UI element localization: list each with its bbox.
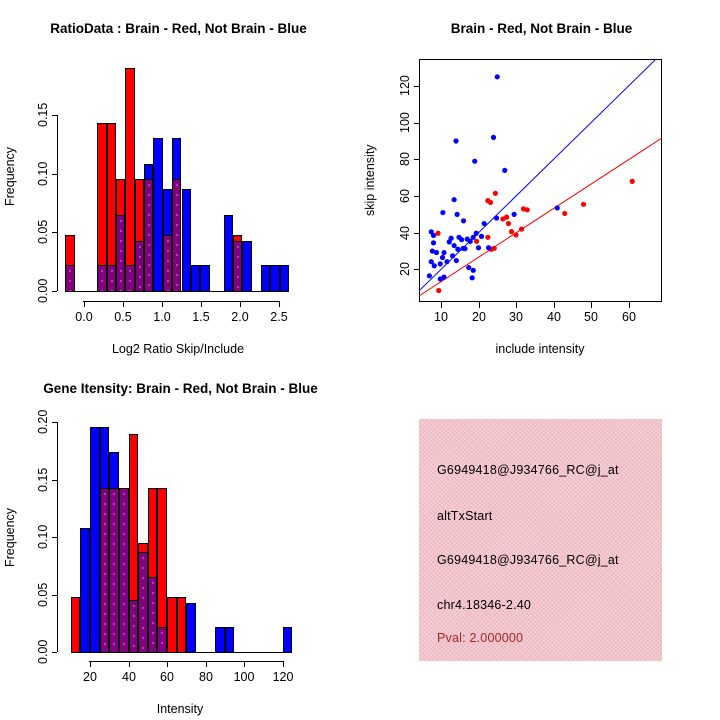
not-brain-blue-scatter-point: [440, 210, 445, 215]
not-brain-blue-scatter-point: [495, 74, 500, 79]
event-type-line: altTxStart: [437, 509, 493, 523]
plot-border-box: [420, 60, 662, 302]
histogram-bar-red-segment: [138, 543, 148, 553]
x-axis-tick: [240, 301, 241, 307]
x-axis-tick: [629, 302, 630, 308]
brain-red-scatter-point: [509, 229, 514, 234]
histogram-bar-overlap-segment: [125, 265, 134, 292]
histogram-bar-blue-segment: [200, 265, 209, 292]
histogram-bar-overlap-segment: [144, 179, 153, 292]
y-axis-tick: [52, 115, 57, 116]
not-brain-blue-scatter-point: [447, 239, 452, 244]
brain-red-scatter-point: [493, 191, 498, 196]
histogram-bar-overlap-segment: [148, 577, 158, 653]
blue-regression-line: [419, 59, 662, 291]
histogram-bar-overlap-segment: [116, 215, 125, 292]
histogram-bar-red-segment: [233, 235, 242, 242]
y-tick-label: 0.00: [36, 639, 50, 665]
gene-histogram-y-axis-title: Frequency: [3, 507, 17, 567]
y-axis-tick: [52, 537, 57, 538]
x-tick-label: 20: [83, 670, 97, 684]
y-axis-tick: [52, 480, 57, 481]
brain-red-scatter-point: [630, 179, 635, 184]
x-axis-tick: [441, 302, 442, 308]
histogram-bar-overlap-segment: [157, 627, 167, 653]
histogram-bar-red-segment: [97, 123, 106, 266]
not-brain-blue-scatter-point: [471, 268, 476, 273]
not-brain-blue-scatter-point: [444, 259, 449, 264]
x-axis-tick: [162, 301, 163, 307]
gene-intensity-histogram-panel: [0, 360, 360, 720]
histogram-bar-blue-segment: [224, 215, 233, 292]
y-axis-tick: [52, 174, 57, 175]
x-axis-tick: [479, 302, 480, 308]
not-brain-blue-scatter-point: [459, 237, 464, 242]
brain-red-scatter-point: [506, 221, 511, 226]
not-brain-blue-scatter-point: [482, 221, 487, 226]
x-tick-label: 2.0: [231, 310, 249, 324]
y-axis-tick: [52, 291, 57, 292]
histogram-bar-blue-segment: [172, 138, 181, 180]
histogram-bar-red-segment: [148, 488, 158, 579]
brain-red-scatter-point: [562, 211, 567, 216]
histogram-bar-blue-segment: [283, 627, 293, 653]
not-brain-blue-scatter-point: [455, 247, 460, 252]
y-axis-tick: [52, 232, 57, 233]
x-axis-tick: [167, 661, 168, 667]
y-axis-tick: [52, 595, 57, 596]
y-tick-label: 0.10: [36, 161, 50, 187]
x-axis-tick: [554, 302, 555, 308]
histogram-bar-red-segment: [177, 597, 187, 653]
histogram-bar-red-segment: [167, 597, 177, 653]
x-tick-label: 60: [160, 670, 174, 684]
not-brain-blue-scatter-point: [479, 234, 484, 239]
gene-histogram-x-axis-title: Intensity: [156, 702, 204, 716]
histogram-bar-overlap-segment: [65, 265, 74, 292]
brain-red-scatter-point: [435, 231, 440, 236]
y-axis-line: [57, 115, 58, 291]
y-tick-label: 60: [398, 189, 412, 203]
not-brain-blue-scatter-point: [431, 233, 436, 238]
x-axis-tick: [206, 661, 207, 667]
brain-red-scatter-point: [474, 239, 479, 244]
x-axis-line: [83, 301, 280, 302]
brain-red-scatter-point: [519, 226, 524, 231]
locus-line: chr4.18346-2.40: [437, 598, 532, 612]
histogram-bar-overlap-segment: [119, 488, 129, 653]
y-tick-label: 0.10: [36, 524, 50, 550]
histogram-bar-blue-segment: [215, 627, 225, 653]
brain-red-scatter-point: [436, 288, 441, 293]
scatter-title: Brain - Red, Not Brain - Blue: [450, 21, 633, 36]
not-brain-blue-scatter-point: [555, 205, 560, 210]
x-tick-label: 20: [472, 310, 486, 324]
histogram-bar-blue-segment: [261, 265, 270, 292]
not-brain-blue-scatter-point: [470, 275, 475, 280]
x-axis-tick: [84, 301, 85, 307]
gene-info-box: [419, 419, 662, 661]
histogram-bar-overlap-segment: [135, 241, 144, 292]
x-axis-tick: [516, 302, 517, 308]
not-brain-blue-scatter-point: [452, 243, 457, 248]
not-brain-blue-scatter-point: [474, 231, 479, 236]
brain-red-scatter-point: [500, 216, 505, 221]
histogram-bar-blue-segment: [191, 265, 200, 292]
histogram-bar-red-segment: [129, 434, 139, 602]
histogram-bar-overlap-segment: [138, 552, 148, 653]
not-brain-blue-scatter-point: [466, 265, 471, 270]
histogram-bar-blue-segment: [109, 452, 119, 489]
histogram-bar-blue-segment: [242, 241, 251, 292]
x-axis-tick: [279, 301, 280, 307]
ratio-histogram-title: RatioData : Brain - Red, Not Brain - Blue: [50, 21, 307, 36]
histogram-bar-red-segment: [71, 597, 81, 653]
x-tick-label: 40: [547, 310, 561, 324]
histogram-bar-overlap-segment: [107, 265, 116, 292]
histogram-bar-red-segment: [116, 179, 125, 215]
scatter-plot-area: [419, 59, 662, 302]
not-brain-blue-scatter-point: [476, 245, 481, 250]
x-tick-label: 60: [622, 310, 636, 324]
not-brain-blue-scatter-point: [450, 253, 455, 258]
x-tick-label: 1.5: [192, 310, 210, 324]
histogram-bar-red-segment: [135, 179, 144, 241]
histogram-bar-blue-segment: [280, 265, 289, 292]
not-brain-blue-scatter-point: [494, 215, 499, 220]
brain-red-scatter-point: [492, 246, 497, 251]
histogram-bar-red-segment: [157, 488, 167, 628]
y-tick-label: 0.20: [36, 409, 50, 435]
x-axis-tick: [90, 661, 91, 667]
brain-red-scatter-point: [488, 200, 493, 205]
y-axis-tick: [52, 652, 57, 653]
histogram-bar-overlap-segment: [163, 235, 172, 292]
x-tick-label: 2.5: [270, 310, 288, 324]
x-axis-tick: [591, 302, 592, 308]
x-axis-line: [89, 661, 284, 662]
scatter-x-axis-title: include intensity: [495, 342, 585, 356]
x-tick-label: 10: [434, 310, 448, 324]
x-tick-label: 1.0: [153, 310, 171, 324]
not-brain-blue-scatter-point: [454, 258, 459, 263]
y-axis-tick: [52, 422, 57, 423]
pval-line: Pval: 2.000000: [437, 631, 524, 645]
histogram-bar-blue-segment: [270, 265, 279, 292]
ratio-histogram-y-axis-title: Frequency: [3, 146, 17, 206]
y-axis-line: [57, 422, 58, 652]
not-brain-blue-scatter-point: [431, 240, 436, 245]
not-brain-blue-scatter-point: [427, 273, 432, 278]
histogram-bar-overlap-segment: [172, 179, 181, 292]
y-tick-label: 0.15: [36, 467, 50, 493]
intensity-scatter-panel: [360, 0, 720, 360]
not-brain-blue-scatter-point: [491, 135, 496, 140]
histogram-bar-blue-segment: [90, 427, 100, 653]
histogram-bar-blue-segment: [163, 189, 172, 236]
x-tick-label: 120: [272, 670, 294, 684]
x-tick-label: 0.0: [75, 310, 93, 324]
scatter-y-axis-title: skip intensity: [363, 144, 377, 217]
x-axis-tick: [201, 301, 202, 307]
not-brain-blue-scatter-point: [438, 261, 443, 266]
not-brain-blue-scatter-point: [486, 245, 491, 250]
x-axis-tick: [283, 661, 284, 667]
histogram-bar-overlap-segment: [109, 488, 119, 653]
histogram-bar-blue-segment: [186, 603, 196, 653]
not-brain-blue-scatter-point: [432, 263, 437, 268]
histogram-bar-blue-segment: [225, 627, 235, 653]
histogram-bar-blue-segment: [182, 189, 191, 292]
not-brain-blue-scatter-point: [441, 275, 446, 280]
x-axis-tick: [244, 661, 245, 667]
y-tick-label: 0.00: [36, 278, 50, 304]
histogram-bar-red-segment: [107, 123, 116, 266]
x-tick-label: 30: [509, 310, 523, 324]
brain-red-scatter-point: [485, 235, 490, 240]
x-tick-label: 80: [199, 670, 213, 684]
not-brain-blue-scatter-point: [455, 212, 460, 217]
not-brain-blue-scatter-point: [512, 212, 517, 217]
histogram-bar-blue-segment: [80, 528, 90, 653]
probe-id-line-2: G6949418@J934766_RC@j_at: [437, 553, 619, 567]
y-tick-label: 0.05: [36, 219, 50, 245]
ratio-histogram-panel: [0, 0, 360, 360]
histogram-bar-blue-segment: [153, 138, 162, 292]
y-tick-label: 20: [398, 262, 412, 276]
brain-red-scatter-point: [521, 206, 526, 211]
brain-red-scatter-point: [513, 232, 518, 237]
probe-id-line: G6949418@J934766_RC@j_at: [437, 463, 619, 477]
gene-info-panel: [360, 360, 720, 720]
y-tick-label: 100: [398, 112, 412, 134]
y-tick-label: 40: [398, 226, 412, 240]
y-tick-label: 0.15: [36, 102, 50, 128]
not-brain-blue-scatter-point: [452, 197, 457, 202]
x-axis-tick: [129, 661, 130, 667]
not-brain-blue-scatter-point: [472, 159, 477, 164]
not-brain-blue-scatter-point: [441, 250, 446, 255]
gene-histogram-title: Gene Itensity: Brain - Red, Not Brain - Blue: [43, 381, 318, 396]
histogram-bar-overlap-segment: [233, 241, 242, 292]
x-tick-label: 50: [584, 310, 598, 324]
histogram-bar-red-segment: [65, 235, 74, 267]
ratio-histogram-x-axis-title: Log2 Ratio Skip/Include: [111, 342, 245, 356]
not-brain-blue-scatter-point: [453, 138, 458, 143]
y-tick-label: 80: [398, 152, 412, 166]
histogram-bar-overlap-segment: [100, 488, 110, 653]
x-tick-label: 100: [233, 670, 255, 684]
y-tick-label: 120: [398, 75, 412, 97]
brain-red-scatter-point: [581, 202, 586, 207]
histogram-bar-overlap-segment: [129, 600, 139, 653]
x-tick-label: 40: [122, 670, 136, 684]
not-brain-blue-scatter-point: [462, 246, 467, 251]
not-brain-blue-scatter-point: [440, 255, 445, 260]
x-axis-tick: [123, 301, 124, 307]
histogram-bar-blue-segment: [100, 427, 110, 489]
x-tick-label: 0.5: [114, 310, 132, 324]
not-brain-blue-scatter-point: [434, 250, 439, 255]
histogram-bar-blue-segment: [144, 164, 153, 180]
not-brain-blue-scatter-point: [502, 168, 507, 173]
histogram-bar-overlap-segment: [97, 265, 106, 292]
histogram-bar-red-segment: [125, 68, 134, 266]
y-tick-label: 0.05: [36, 582, 50, 608]
not-brain-blue-scatter-point: [461, 218, 466, 223]
